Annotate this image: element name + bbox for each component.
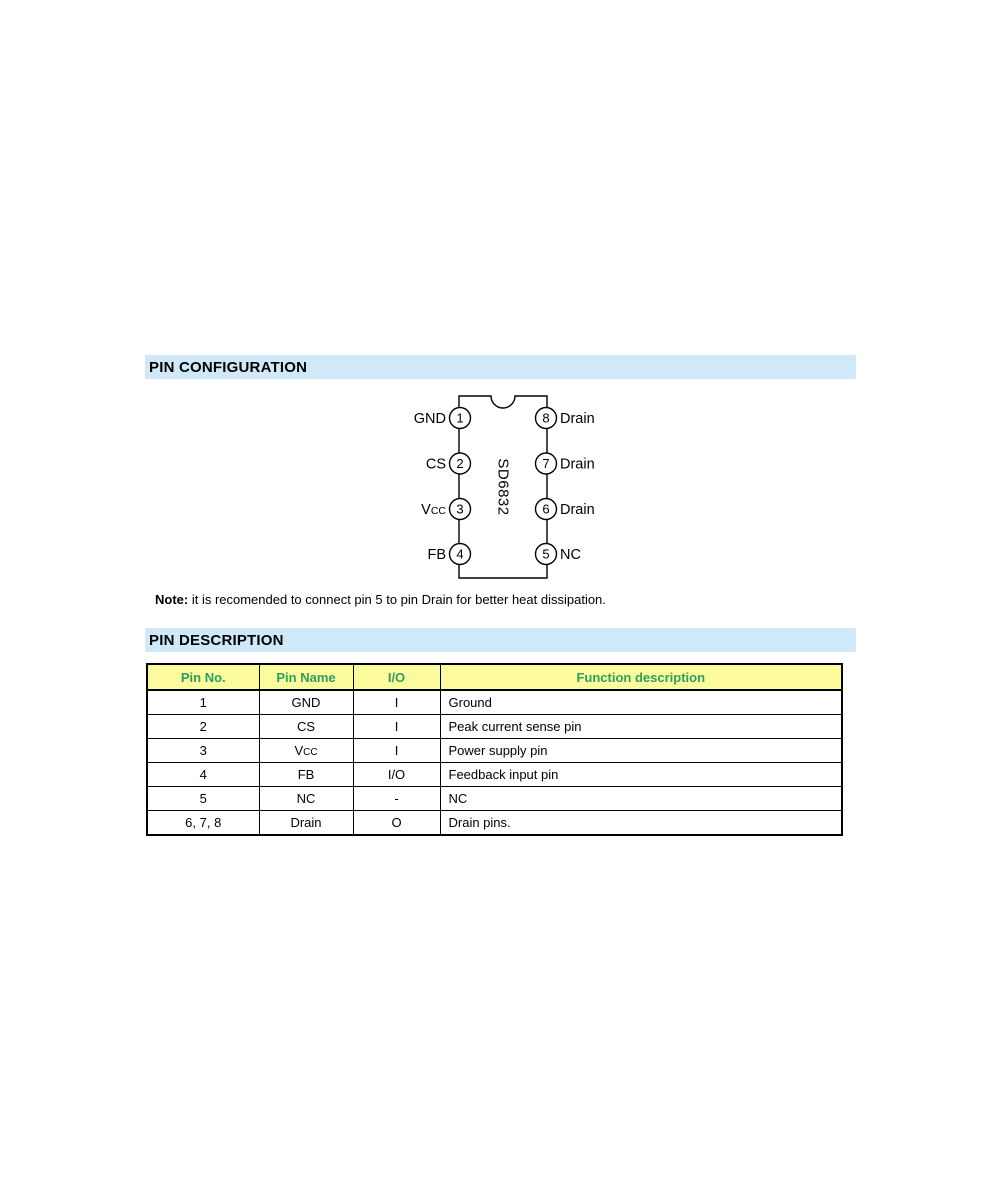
function-cell: Peak current sense pin (440, 715, 842, 739)
table-header-row (147, 664, 842, 690)
pin-3-number: 3 (456, 501, 464, 517)
chip-name: SD6832 (494, 458, 512, 516)
pin-no-cell: 4 (147, 763, 259, 787)
pin-4-number: 4 (456, 546, 464, 562)
pin-name-cell: VCC (259, 739, 353, 763)
table-row (147, 763, 842, 787)
io-cell: - (353, 787, 440, 811)
section-title: PIN DESCRIPTION (149, 631, 284, 649)
note-text: it is recomended to connect pin 5 to pin Drain for better heat dissipation. (188, 592, 606, 607)
pin-6-number: 6 (542, 501, 550, 517)
section-header-pin-description (145, 628, 856, 652)
pin-8-label: Drain (560, 411, 595, 427)
pin-no-cell: 1 (147, 690, 259, 715)
pin-name-cell: Drain (259, 811, 353, 836)
section-header-pin-configuration (145, 355, 856, 379)
pin-2-label: CS (425, 456, 446, 473)
pin-configuration-diagram (380, 386, 640, 590)
pin-1-label: GND (413, 411, 446, 427)
table-row (147, 690, 842, 715)
io-cell: I (353, 739, 440, 763)
header-pin-name: Pin Name (259, 664, 353, 690)
io-cell: I (353, 715, 440, 739)
pin-5-label: NC (560, 547, 581, 563)
header-io: I/O (353, 664, 440, 690)
pin-no-cell: 6, 7, 8 (147, 811, 259, 836)
header-function: Function description (440, 664, 842, 690)
function-cell: Drain pins. (440, 811, 842, 836)
note-label: Note: (155, 592, 189, 607)
function-cell: Feedback input pin (440, 763, 842, 787)
pin-name-cell: CS (259, 715, 353, 739)
pin-no-cell: 5 (147, 787, 259, 811)
io-cell: I/O (353, 763, 440, 787)
pin-7-number: 7 (542, 456, 550, 471)
table-row (147, 811, 842, 836)
pin-4-label: FB (427, 547, 446, 563)
header-pin-no: Pin No. (147, 664, 259, 690)
pin-8-number: 8 (542, 410, 550, 426)
function-cell: Power supply pin (440, 739, 842, 763)
pin-6-label: Drain (560, 502, 595, 518)
table-row (147, 787, 842, 811)
pin-name-cell: NC (259, 787, 353, 811)
function-cell: Ground (440, 690, 842, 715)
io-cell: O (353, 811, 440, 836)
table-row (147, 715, 842, 739)
io-cell: I (353, 690, 440, 715)
pin-2-number: 2 (456, 456, 464, 471)
pin-no-cell: 2 (147, 715, 259, 739)
pin-no-cell: 3 (147, 739, 259, 763)
function-cell: NC (440, 787, 842, 811)
pin-description-table (146, 663, 843, 836)
pin-7-label: Drain (560, 456, 595, 473)
pin-5-number: 5 (542, 546, 550, 562)
pin-name-cell: FB (259, 763, 353, 787)
pin-name-cell: GND (259, 690, 353, 715)
note (155, 592, 606, 607)
pin-1-number: 1 (456, 410, 464, 426)
pin-3-label: VCC (421, 502, 446, 518)
table-row (147, 739, 842, 763)
section-title: PIN CONFIGURATION (149, 358, 308, 376)
